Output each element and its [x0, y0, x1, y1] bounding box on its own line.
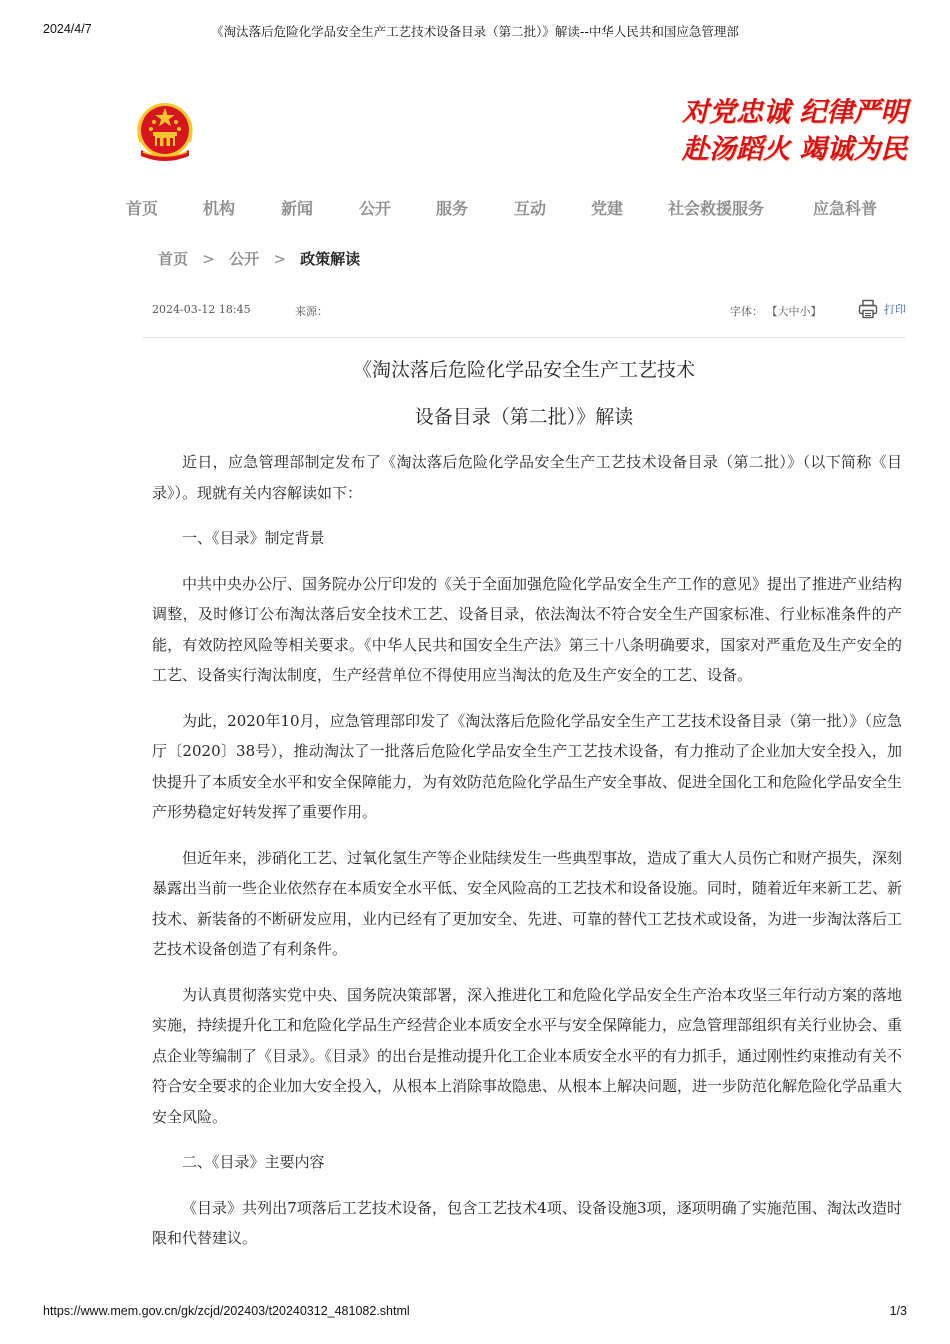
- breadcrumb-section-link[interactable]: 公开: [229, 250, 260, 268]
- national-emblem-logo[interactable]: [133, 98, 197, 166]
- nav-item-party[interactable]: 党建: [591, 199, 624, 218]
- slogan-line-1: 对党忠诚 纪律严明: [682, 97, 908, 128]
- page-url: https://www.mem.gov.cn/gk/zcjd/202403/t20240312_481082.shtml: [43, 1304, 410, 1318]
- article-title-line-1: 《淘汰落后危险化学品安全生产工艺技术: [352, 359, 695, 381]
- article-paragraph: 近日，应急管理部制定发布了《淘汰落后危险化学品安全生产工艺技术设备目录（第二批）》（以下简称《目录》）。现就有关内容解读如下：: [152, 453, 902, 502]
- print-date: 2024/4/7: [43, 22, 92, 36]
- print-label: 打印: [884, 303, 906, 316]
- article-meta: [0, 303, 950, 323]
- print-header: [0, 22, 950, 42]
- print-page-title: 《淘汰落后危险化学品安全生产工艺技术设备目录（第二批）》解读--中华人民共和国应急管理部: [211, 24, 739, 39]
- article-paragraph: 为认真贯彻落实党中央、国务院决策部署，深入推进化工和危险化学品安全生产治本攻坚三年行动方案的落地实施，持续提升化工和危险化学品生产经营企业本质安全水平与安全保障能力，应急管理部组织有关行业协会、重点企业等编制了《目录》。《目录》的出台是推动提升化工企业本质安全水平的有力抓手，通过刚性约束推动有关不符合安全要求的企业加大安全投入，从根本上消除事故隐患、从根本上解决问题，进一步防范化解危险化学品重大安全风险。: [152, 985, 903, 1126]
- publish-time: 2024-03-12 18:45: [152, 303, 251, 316]
- page-number: 1/3: [889, 1304, 907, 1318]
- breadcrumb-home-link[interactable]: 首页: [158, 250, 189, 268]
- article-paragraph: 中共中央办公厅、国务院办公厅印发的《关于全面加强危险化学品安全生产工作的意见》提出了推进产业结构调整，及时修订公布淘汰落后安全技术工艺、设备目录，依法淘汰不符合安全生产国家标准、行业标准条件的产能，有效防控风险等相关要求。《中华人民共和国安全生产法》第三十八条明确要求，国家对严重危及生产安全的工艺、设备实行淘汰制度，生产经营单位不得使用应当淘汰的危及生产安全的工艺、设备。: [152, 574, 903, 684]
- nav-item-services[interactable]: 服务: [436, 199, 469, 218]
- font-size-control: [730, 303, 822, 319]
- printer-icon: [858, 299, 878, 319]
- slogan-line-2: 赴汤蹈火 竭诚为民: [682, 134, 908, 165]
- breadcrumb: [158, 248, 360, 269]
- nav-item-public[interactable]: 公开: [359, 199, 392, 218]
- font-size-options[interactable]: 【大中小】: [766, 305, 822, 318]
- nav-item-news[interactable]: 新闻: [281, 199, 314, 218]
- article-paragraph: 但近年来，涉硝化工艺、过氧化氢生产等企业陆续发生一些典型事故，造成了重大人员伤亡和财产损失，深刻暴露出当前一些企业依然存在本质安全水平低、安全风险高的工艺技术和设备设施。同时，随着近年来新工艺、新技术、新装备的不断研发应用，业内已经有了更加安全、先进、可靠的替代工艺技术或设备，为进一步淘汰落后工艺技术设备创造了有利条件。: [152, 848, 903, 958]
- section-heading: 一、《目录》制定背景: [182, 529, 325, 547]
- article-title-line-2: 设备目录（第二批）》解读: [414, 406, 634, 428]
- nav-item-interaction[interactable]: 互动: [514, 199, 547, 218]
- article-paragraph: 《目录》共列出7项落后工艺技术设备，包含工艺技术4项、设备设施3项，逐项明确了实施范围、淘汰改造时限和代替建议。: [152, 1198, 902, 1247]
- nav-item-social-rescue[interactable]: 社会救援服务: [668, 199, 765, 218]
- source-label: 来源：: [295, 305, 328, 318]
- nav-item-home[interactable]: 首页: [126, 199, 159, 218]
- print-button[interactable]: [858, 299, 906, 319]
- nav-item-organization[interactable]: 机构: [203, 199, 236, 218]
- breadcrumb-separator: >: [273, 250, 286, 268]
- slogan-banner: [682, 94, 906, 170]
- nav-item-emergency-science[interactable]: 应急科普: [813, 199, 878, 218]
- section-heading: 二、《目录》主要内容: [182, 1153, 325, 1171]
- article-paragraph: 为此，2020年10月，应急管理部印发了《淘汰落后危险化学品安全生产工艺技术设备目录（第一批）》（应急厅〔2020〕38号），推动淘汰了一批落后危险化学品安全生产工艺技术设备，有力推动了企业加大安全投入，加快提升了本质安全水平和安全保障能力，为有效防范危险化学品生产安全事故、促进全国化工和危险化学品安全生产形势稳定好转发挥了重要作用。: [152, 711, 903, 821]
- breadcrumb-separator: >: [202, 250, 215, 268]
- meta-divider: [142, 337, 906, 338]
- article-body: [152, 447, 902, 1269]
- font-size-label: 字体：: [730, 305, 763, 318]
- breadcrumb-current: 政策解读: [300, 250, 361, 268]
- main-nav: [0, 196, 950, 222]
